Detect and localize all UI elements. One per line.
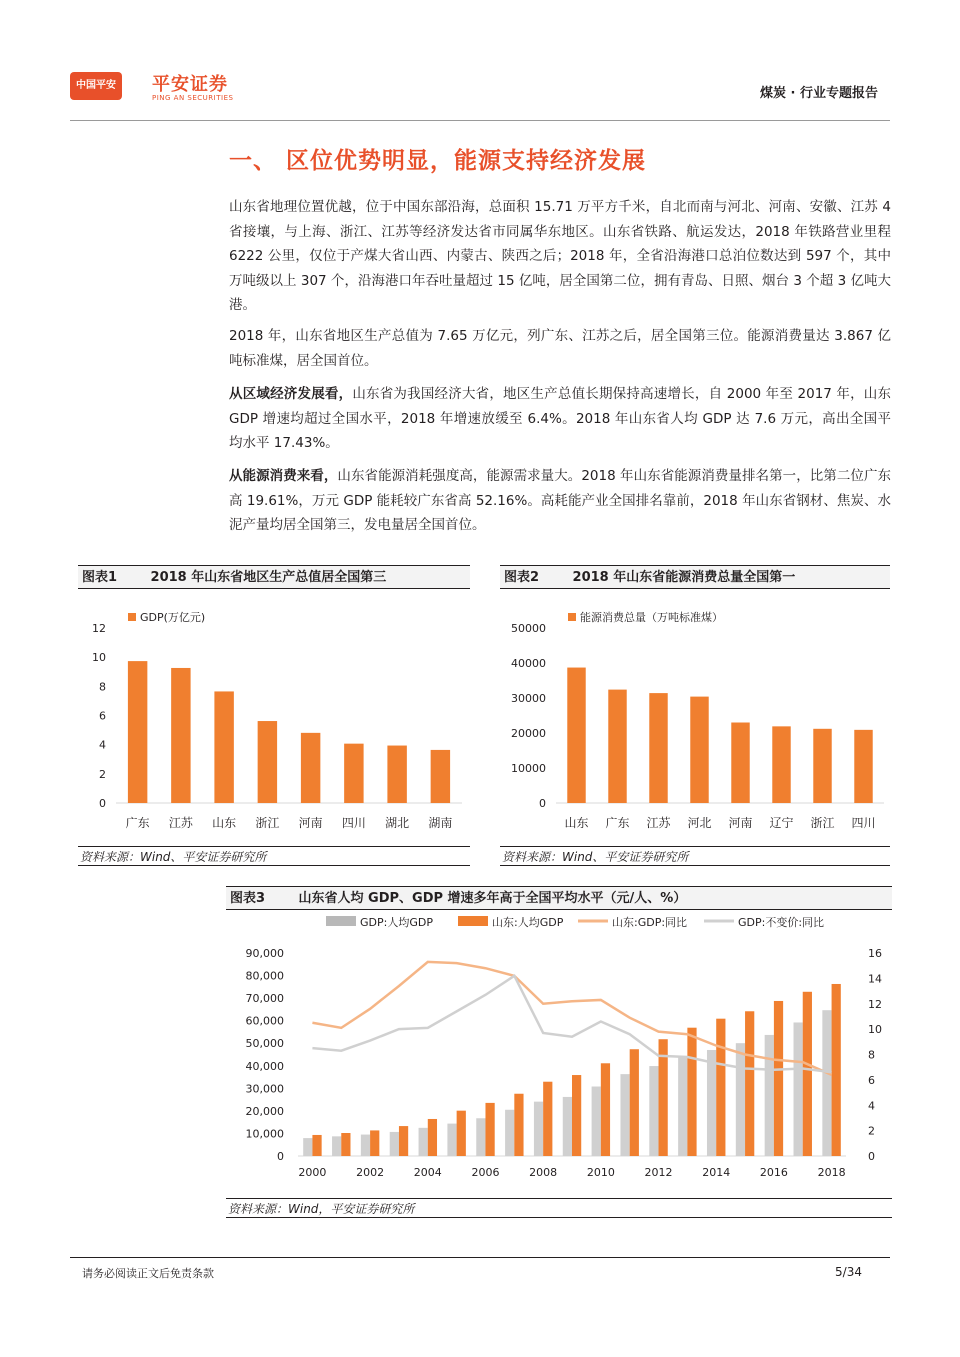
chart-3-bar-national xyxy=(332,1136,341,1156)
chart-3-svg xyxy=(226,912,892,1202)
chart-3-bar-shandong xyxy=(312,1135,321,1156)
chart-3-ytick-right-label: 8 xyxy=(868,1048,875,1062)
paragraph-3 xyxy=(229,382,891,456)
chart-3-legend-swatch xyxy=(326,916,356,926)
chart-3-bar-shandong xyxy=(370,1130,379,1156)
chart-3-bar-shandong xyxy=(485,1103,494,1156)
chart-1-svg xyxy=(78,591,470,851)
chart-1-ytick-label: 10 xyxy=(92,651,106,665)
chart-3-ytick-right-label: 12 xyxy=(868,997,882,1011)
chart-3-bar-shandong xyxy=(745,1011,754,1156)
chart-1-xtick-label: 湖南 xyxy=(428,816,453,830)
chart-1-xtick-label: 河南 xyxy=(298,816,323,830)
chart-3-bar-national xyxy=(303,1138,312,1156)
figure-1-label: 图表1 xyxy=(82,570,118,585)
chart-2-xtick-label: 浙江 xyxy=(810,816,835,830)
chart-3-bar-shandong xyxy=(457,1111,466,1156)
figure-2-title xyxy=(500,565,890,589)
chart-3-bar-national xyxy=(736,1043,745,1156)
chart-3-bar-national xyxy=(822,1010,831,1156)
chart-3-bar-national xyxy=(707,1050,716,1156)
chart-3-bar-national xyxy=(476,1118,485,1156)
chart-2-svg xyxy=(500,591,890,851)
chart-3-ytick-left-label: 20,000 xyxy=(245,1104,284,1118)
chart-3-bar-shandong xyxy=(341,1133,350,1156)
chart-3-bar-national xyxy=(794,1022,803,1156)
figure-2-caption: 2018 年山东省能源消费总量全国第一 xyxy=(572,570,796,585)
figure-3 xyxy=(226,886,892,1220)
chart-2-ytick-label: 0 xyxy=(539,797,546,810)
chart-3-ytick-left-label: 0 xyxy=(277,1150,284,1163)
chart-1-bar xyxy=(431,750,450,803)
chart-2-xtick-label: 河北 xyxy=(687,816,712,830)
chart-3-ytick-left-label: 10,000 xyxy=(245,1127,284,1141)
chart-3-legend-label: GDP:不变价:同比 xyxy=(738,916,825,929)
chart-2-legend-label: 能源消费总量（万吨标准煤） xyxy=(580,611,723,624)
chart-3-ytick-left-label: 60,000 xyxy=(245,1014,284,1028)
paragraph-4-lead: 从能源消费来看， xyxy=(229,468,338,484)
chart-3-xtick-label: 2000 xyxy=(298,1166,327,1179)
chart-1-bar xyxy=(214,691,233,803)
chart-2-ytick-label: 40000 xyxy=(511,657,546,670)
chart-2-ytick-label: 10000 xyxy=(511,762,546,775)
chart-3-bar-shandong xyxy=(716,1019,725,1156)
chart-1-bar xyxy=(171,668,190,803)
chart-3-bar-shandong xyxy=(428,1119,437,1156)
chart-3-bar-shandong xyxy=(630,1049,639,1156)
figure-3-label: 图表3 xyxy=(230,891,266,906)
chart-1-xtick-label: 湖北 xyxy=(385,816,410,830)
report-tag: 煤炭 · 行业专题报告 xyxy=(760,86,878,101)
figure-1-caption: 2018 年山东省地区生产总值居全国第三 xyxy=(150,570,387,585)
chart-1-bar xyxy=(344,744,363,803)
chart-2-bar xyxy=(813,729,831,803)
chart-2-xtick-label: 山东 xyxy=(564,816,589,830)
chart-2-bar xyxy=(608,690,626,803)
chart-1-bar xyxy=(387,746,406,803)
page-number: 5/34 xyxy=(835,1265,862,1279)
chart-3-bar-national xyxy=(419,1128,428,1156)
chart-3-xtick-label: 2014 xyxy=(702,1166,731,1179)
chart-3-xtick-label: 2016 xyxy=(759,1166,788,1179)
paragraph-3-lead: 从区域经济发展看， xyxy=(229,386,353,402)
chart-2-xtick-label: 江苏 xyxy=(646,816,671,830)
chart-3-bar-shandong xyxy=(601,1063,610,1156)
chart-3-bar-national xyxy=(505,1110,514,1156)
figure-1-source: 资料来源：Wind、平安证券研究所 xyxy=(78,846,470,866)
chart-3-bar-national xyxy=(765,1035,774,1156)
brand-name-en: PING AN SECURITIES xyxy=(152,94,234,102)
chart-1-bar xyxy=(128,661,147,803)
paragraph-1: 山东省地理位置优越，位于中国东部沿海，总面积 15.71 万平方千米，自北而南与河北、河南、安徽、江苏 4 省接壤，与上海、浙江、江苏等经济发达省市同属华东地区。山东省铁路、航运发达，2018 年铁路营业里程 6222 公里，仅位于产煤大省山西、内蒙古、陕西之后；2018 年，全省沿海港口总泊位数达到 597 个，其中万吨级以上 307 个，沿海港口年吞吐量超过 15 亿吨，居全国第二位，拥有青岛、日照、烟台 3 个超 3 亿吨大港。 xyxy=(229,199,891,313)
chart-3-bar-national xyxy=(592,1087,601,1156)
chart-3-legend-swatch xyxy=(458,916,488,926)
chart-1-xtick-label: 浙江 xyxy=(255,816,280,830)
chart-2-bar xyxy=(731,723,749,804)
chart-2-bar xyxy=(567,668,585,803)
chart-3-xtick-label: 2008 xyxy=(529,1166,558,1179)
chart-3-bar-shandong xyxy=(832,984,841,1156)
chart-3-ytick-left-label: 80,000 xyxy=(245,969,284,983)
chart-2-legend-swatch xyxy=(568,613,576,621)
chart-3-ytick-right-label: 2 xyxy=(868,1124,875,1138)
figure-2 xyxy=(500,565,890,867)
chart-3-ytick-right-label: 4 xyxy=(868,1099,875,1113)
chart-2-xtick-label: 四川 xyxy=(851,816,876,830)
figure-3-title xyxy=(226,886,892,910)
chart-3-bar-shandong xyxy=(774,1001,783,1156)
chart-3-xtick-label: 2006 xyxy=(471,1166,500,1179)
chart-1-ytick-label: 0 xyxy=(99,797,106,810)
chart-1-ytick-label: 4 xyxy=(99,738,106,752)
chart-3-bar-shandong xyxy=(687,1028,696,1156)
chart-3-xtick-label: 2004 xyxy=(413,1166,442,1179)
chart-3-ytick-right-label: 0 xyxy=(868,1150,875,1163)
paragraph-2: 2018 年，山东省地区生产总值为 7.65 万亿元，列广东、江苏之后，居全国第三位。能源消费量达 3.867 亿吨标准煤，居全国首位。 xyxy=(229,328,891,369)
chart-1-bar xyxy=(258,721,277,803)
chart-2-xtick-label: 广东 xyxy=(605,816,630,830)
chart-3-bar-national xyxy=(361,1135,370,1156)
chart-3-bar-shandong xyxy=(572,1075,581,1156)
chart-3-bar-national xyxy=(534,1102,543,1156)
figure-2-label: 图表2 xyxy=(504,570,540,585)
chart-2-bar xyxy=(690,697,708,803)
chart-3-xtick-label: 2012 xyxy=(644,1166,673,1179)
section-title: 一、 区位优势明显，能源支持经济发展 xyxy=(229,148,647,174)
chart-2-xtick-label: 辽宁 xyxy=(769,816,794,830)
chart-3-bar-shandong xyxy=(399,1126,408,1156)
chart-2-ytick-label: 50000 xyxy=(511,622,546,635)
chart-2-bar xyxy=(649,693,667,803)
chart-3-bar-shandong xyxy=(803,992,812,1156)
paragraph-4 xyxy=(229,464,891,538)
page-header xyxy=(70,68,890,121)
chart-3-xtick-label: 2002 xyxy=(356,1166,385,1179)
chart-1-xtick-label: 四川 xyxy=(341,816,366,830)
chart-2-ytick-label: 30000 xyxy=(511,692,546,705)
chart-1-legend-label: GDP(万亿元) xyxy=(140,611,206,624)
footer-disclaimer: 请务必阅读正文后免责条款 xyxy=(82,1267,214,1280)
chart-2-bar xyxy=(854,730,872,803)
chart-3-ytick-left-label: 90,000 xyxy=(245,947,284,960)
chart-1-ytick-label: 2 xyxy=(99,767,106,781)
figure-1 xyxy=(78,565,470,867)
chart-1-xtick-label: 山东 xyxy=(212,816,237,830)
chart-3-ytick-left-label: 50,000 xyxy=(245,1037,284,1051)
figure-1-title xyxy=(78,565,470,589)
chart-3-ytick-right-label: 14 xyxy=(868,972,882,986)
chart-3-bar-national xyxy=(649,1066,658,1156)
paragraph-3-body: 山东省为我国经济大省，地区生产总值长期保持高速增长，自 2000 年至 2017 年，山东 GDP 增速均超过全国水平，2018 年增速放缓至 6.4%。2018 年山东省人均 GDP 达 7.6 万元，高出全国平均水平 17.43%。 xyxy=(229,386,891,451)
chart-3-bar-national xyxy=(390,1132,399,1156)
chart-1-xtick-label: 江苏 xyxy=(168,816,193,830)
chart-1-bar xyxy=(301,733,320,803)
chart-1-ytick-label: 8 xyxy=(99,680,106,694)
footer-divider xyxy=(70,1257,890,1258)
chart-2-bar xyxy=(772,726,790,803)
chart-3-ytick-right-label: 16 xyxy=(868,947,882,960)
figure-2-source: 资料来源：Wind、平安证券研究所 xyxy=(500,846,890,866)
figure-3-source: 资料来源：Wind，平安证券研究所 xyxy=(226,1198,892,1218)
chart-3-ytick-left-label: 70,000 xyxy=(245,992,284,1006)
chart-3-legend-label: GDP:人均GDP xyxy=(360,916,433,929)
chart-1-ytick-label: 12 xyxy=(92,622,106,635)
figure-3-caption: 山东省人均 GDP、GDP 增速多年高于全国平均水平（元/人、%） xyxy=(298,891,687,906)
brand-name: 平安证券 xyxy=(152,74,228,95)
chart-3-ytick-right-label: 6 xyxy=(868,1073,875,1087)
chart-3-legend-label: 山东:人均GDP xyxy=(492,916,564,929)
chart-3-bar-shandong xyxy=(543,1082,552,1156)
chart-3-bar-national xyxy=(678,1057,687,1156)
paragraph-4-body: 山东省能源消耗强度高，能源需求量大。2018 年山东省能源消费量排名第一，比第二位广东高 19.61%，万元 GDP 能耗较广东省高 52.16%。高耗能产业全国排名靠前，2018 年山东省钢材、焦炭、水泥产量均居全国第三，发电量居全国首位。 xyxy=(229,468,892,533)
chart-3-bar-national xyxy=(447,1124,456,1156)
chart-3-ytick-left-label: 40,000 xyxy=(245,1059,284,1073)
chart-3-ytick-left-label: 30,000 xyxy=(245,1082,284,1096)
chart-3-bar-national xyxy=(620,1074,629,1156)
chart-2-xtick-label: 河南 xyxy=(728,816,753,830)
chart-1-ytick-label: 6 xyxy=(99,709,106,723)
chart-3-bar-shandong xyxy=(514,1094,523,1156)
chart-2-ytick-label: 20000 xyxy=(511,727,546,740)
chart-3-xtick-label: 2010 xyxy=(586,1166,615,1179)
chart-3-legend-label: 山东:GDP:同比 xyxy=(612,916,688,929)
chart-3-xtick-label: 2018 xyxy=(817,1166,846,1179)
chart-3-bar-national xyxy=(563,1097,572,1156)
chart-3-ytick-right-label: 10 xyxy=(868,1023,882,1037)
chart-1-xtick-label: 广东 xyxy=(125,816,150,830)
ping-an-logo: 中国平安 xyxy=(70,72,122,100)
chart-1-legend-swatch xyxy=(128,613,136,621)
